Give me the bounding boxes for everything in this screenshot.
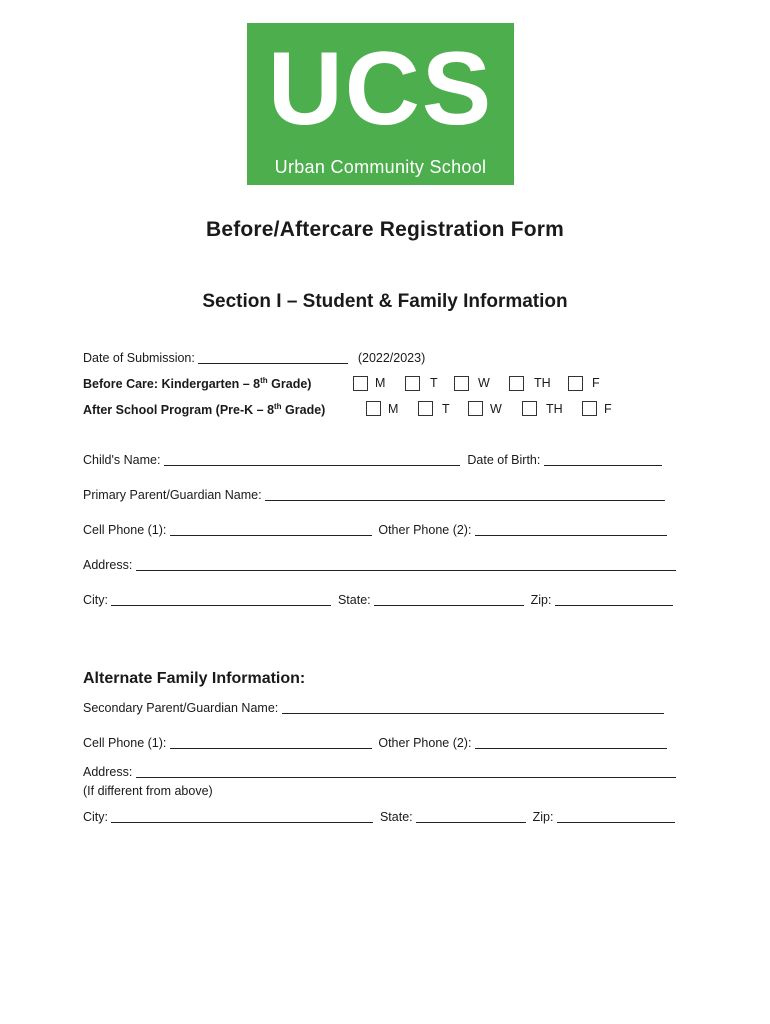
alt-address-label: Address:	[83, 765, 133, 779]
alt-city-label: City:	[83, 810, 108, 824]
before-care-checkbox-m[interactable]	[353, 376, 368, 391]
before-care-checkbox-th[interactable]	[509, 376, 524, 391]
after-school-day-t: T	[442, 402, 450, 416]
after-school-day-m: M	[388, 402, 399, 416]
before-care-day-m: M	[375, 376, 386, 390]
before-care-day-t: T	[430, 376, 438, 390]
secondary-guardian-field[interactable]	[282, 701, 664, 714]
before-care-day-th: TH	[534, 376, 551, 390]
address-field[interactable]	[136, 558, 676, 571]
alt-state-field[interactable]	[416, 810, 526, 823]
primary-guardian-row	[83, 488, 665, 502]
before-care-sup: th	[260, 376, 268, 385]
alternate-family-heading: Alternate Family Information:	[83, 670, 306, 687]
alt-other-phone-label: Other Phone (2):	[378, 736, 472, 750]
alt-address-field[interactable]	[136, 765, 676, 778]
other-phone-field[interactable]	[475, 523, 667, 536]
address-row	[83, 558, 676, 572]
primary-guardian-field[interactable]	[265, 488, 665, 501]
other-phone-label: Other Phone (2):	[378, 523, 472, 537]
logo-mark: UCS	[267, 31, 494, 147]
alt-zip-label: Zip:	[532, 810, 554, 824]
state-label: State:	[337, 593, 371, 607]
address-label: Address:	[83, 558, 133, 572]
zip-label: Zip:	[530, 593, 552, 607]
primary-guardian-label: Primary Parent/Guardian Name:	[83, 488, 262, 502]
secondary-guardian-label: Secondary Parent/Guardian Name:	[83, 701, 279, 715]
cell-phone-label: Cell Phone (1):	[83, 523, 167, 537]
city-label: City:	[83, 593, 108, 607]
secondary-guardian-row	[83, 701, 664, 715]
after-school-text: After School Program (Pre-K – 8	[83, 403, 275, 418]
after-school-checkbox-m[interactable]	[366, 401, 381, 416]
before-care-text: Before Care: Kindergarten – 8	[83, 377, 261, 392]
child-name-field[interactable]	[164, 453, 460, 466]
after-school-checkbox-th[interactable]	[522, 401, 537, 416]
after-school-checkbox-t[interactable]	[418, 401, 433, 416]
phone-row	[83, 523, 667, 537]
after-school-checkbox-f[interactable]	[582, 401, 597, 416]
alt-zip-field[interactable]	[557, 810, 675, 823]
zip-field[interactable]	[555, 593, 673, 606]
before-care-checkbox-t[interactable]	[405, 376, 420, 391]
alt-other-phone-field[interactable]	[475, 736, 667, 749]
alt-phone-row	[83, 736, 667, 750]
after-school-sup: th	[274, 402, 282, 411]
alt-address-row	[83, 765, 676, 779]
child-name-row	[83, 453, 662, 467]
city-field[interactable]	[111, 593, 331, 606]
form-title: Before/Aftercare Registration Form	[205, 218, 565, 241]
dob-field[interactable]	[544, 453, 662, 466]
alt-city-state-zip-row	[83, 810, 675, 824]
dob-label: Date of Birth:	[467, 453, 541, 467]
alt-address-note: (If different from above)	[83, 784, 213, 798]
before-care-day-f: F	[592, 376, 600, 390]
submission-label: Date of Submission:	[83, 351, 195, 365]
alt-cell-phone-field[interactable]	[170, 736, 372, 749]
section-title: Section I – Student & Family Information	[202, 291, 568, 312]
alt-city-field[interactable]	[111, 810, 373, 823]
after-school-checkbox-w[interactable]	[468, 401, 483, 416]
submission-row	[83, 351, 425, 365]
after-school-suffix: Grade)	[281, 403, 326, 418]
alt-state-label: State:	[379, 810, 413, 824]
after-school-label	[83, 402, 325, 417]
before-care-checkbox-f[interactable]	[568, 376, 583, 391]
after-school-day-th: TH	[546, 402, 563, 416]
before-care-day-w: W	[478, 376, 490, 390]
school-year: (2022/2023)	[357, 351, 426, 365]
after-school-day-f: F	[604, 402, 612, 416]
logo-school-name: Urban Community School	[274, 157, 487, 177]
city-state-zip-row	[83, 593, 673, 607]
before-care-checkbox-w[interactable]	[454, 376, 469, 391]
school-logo	[247, 23, 514, 185]
before-care-suffix: Grade)	[267, 377, 312, 392]
state-field[interactable]	[374, 593, 524, 606]
submission-date-field[interactable]	[198, 351, 348, 364]
cell-phone-field[interactable]	[170, 523, 372, 536]
child-name-label: Child's Name:	[83, 453, 161, 467]
alt-cell-phone-label: Cell Phone (1):	[83, 736, 167, 750]
before-care-label	[83, 376, 311, 391]
after-school-day-w: W	[490, 402, 502, 416]
